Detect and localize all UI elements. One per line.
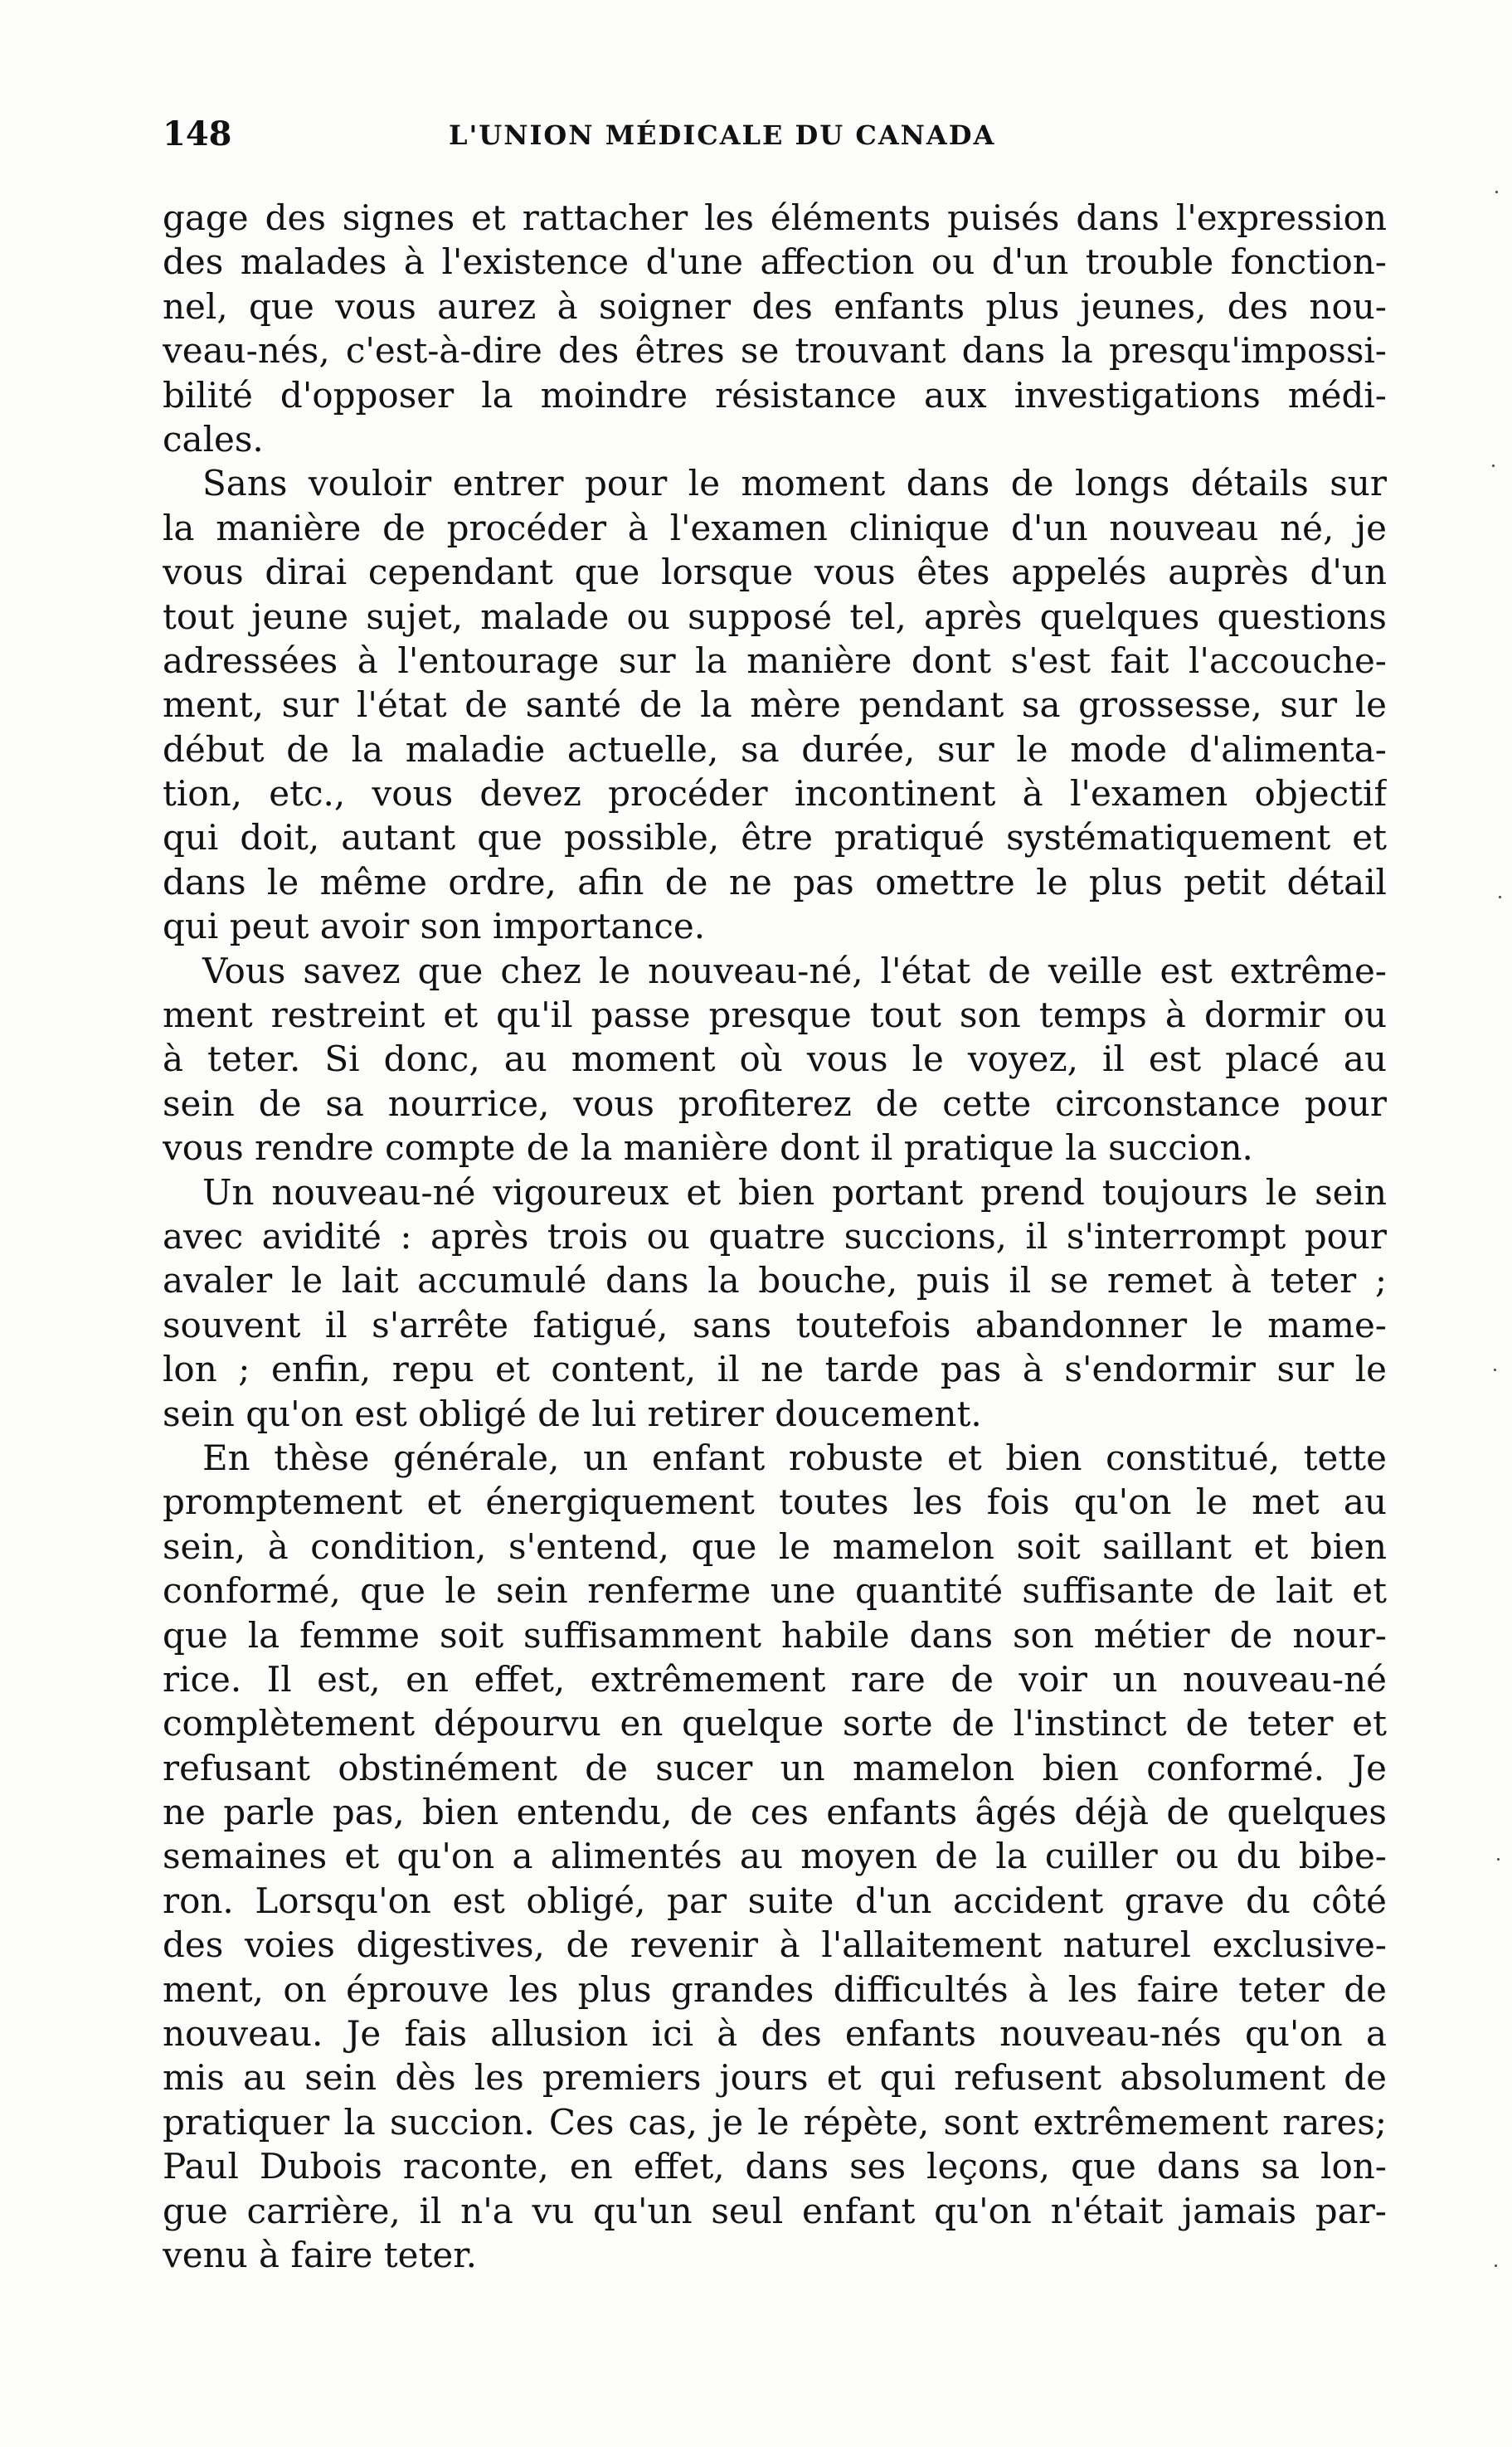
text-line: qui peut avoir son importance. [163, 906, 706, 947]
text-line: cales. [163, 418, 264, 460]
text-line: ron. Lorsqu'on est obligé, par suite d'un accident grave du côté [163, 1880, 1387, 1921]
text-line: veau-nés, c'est-à-dire des êtres se trouvant dans la presqu'impossi- [163, 330, 1387, 372]
text-line: vous dirai cependant que lorsque vous êtes appelés auprès d'un [163, 552, 1387, 593]
text-line: En thèse générale, un enfant robuste et bien constitué, tette [202, 1437, 1387, 1478]
text-line: conformé, que le sein renferme une quantité suffisante de lait et [163, 1570, 1387, 1612]
text-line: bilité d'opposer la moindre résistance aux investigations médi- [163, 374, 1387, 416]
text-line: ne parle pas, bien entendu, de ces enfants âgés déjà de quelques [163, 1792, 1387, 1833]
text-line: rice. Il est, en effet, extrêmement rare de voir un nouveau-né [163, 1658, 1387, 1700]
text-line: Sans vouloir entrer pour le moment dans de longs détails sur [202, 463, 1387, 504]
text-line: des malades à l'existence d'une affection ou d'un trouble fonction- [163, 241, 1387, 283]
text-line: début de la maladie actuelle, sa durée, sur le mode d'alimenta- [163, 728, 1387, 770]
text-line: tout jeune sujet, malade ou supposé tel, après quelques questions [163, 596, 1387, 637]
text-line: qui doit, autant que possible, être pratiqué systématiquement et [163, 817, 1387, 859]
text-line: sein, à condition, s'entend, que le mamelon soit saillant et bien [163, 1525, 1387, 1567]
page-number: 148 [163, 114, 232, 153]
text-line: souvent il s'arrête fatigué, sans toutefois abandonner le mame- [163, 1304, 1387, 1345]
text-line: des voies digestives, de revenir à l'allaitement naturel exclusive- [163, 1924, 1387, 1966]
text-line: sein qu'on est obligé de lui retirer doucement. [163, 1393, 982, 1434]
text-line: la manière de procéder à l'examen clinique d'un nouveau né, je [163, 507, 1387, 548]
scan-margin-specks [1487, 0, 1512, 2447]
text-line: refusant obstinément de sucer un mamelon bien conformé. Je [163, 1747, 1387, 1788]
text-line: mis au sein dès les premiers jours et qui refusent absolument de [163, 2057, 1387, 2099]
text-line: venu à faire teter. [163, 2234, 478, 2275]
text-line: ment restreint et qu'il passe presque tout son temps à dormir ou [163, 995, 1387, 1036]
text-line: avaler le lait accumulé dans la bouche, puis il se remet à teter ; [163, 1260, 1387, 1301]
text-line: tion, etc., vous devez procéder incontinent à l'examen objectif [163, 773, 1387, 815]
text-line: Paul Dubois raconte, en effet, dans ses leçons, que dans sa lon- [163, 2146, 1387, 2187]
text-line: gage des signes et rattacher les éléments puisés dans l'expression [163, 197, 1387, 238]
journal-title: L'UNION MÉDICALE DU CANADA [449, 119, 996, 151]
running-head [163, 114, 1387, 164]
text-line: avec avidité : après trois ou quatre succions, il s'interrompt pour [163, 1215, 1387, 1257]
text-line: vous rendre compte de la manière dont il pratique la succion. [163, 1127, 1253, 1169]
text-line: sein de sa nourrice, vous profiterez de cette circonstance pour [163, 1082, 1387, 1124]
text-line: que la femme soit suffisamment habile dans son métier de nour- [163, 1614, 1387, 1656]
text-line: nel, que vous aurez à soigner des enfants plus jeunes, des nou- [163, 285, 1387, 327]
text-line: ment, sur l'état de santé de la mère pendant sa grossesse, sur le [163, 684, 1387, 726]
text-line: nouveau. Je fais allusion ici à des enfants nouveau-nés qu'on a [163, 2013, 1387, 2055]
text-line: Vous savez que chez le nouveau-né, l'état de veille est extrême- [202, 950, 1387, 991]
text-line: à teter. Si donc, au moment où vous le voyez, il est placé au [163, 1039, 1387, 1080]
text-line: lon ; enfin, repu et content, il ne tarde pas à s'endormir sur le [163, 1349, 1387, 1390]
text-line: dans le même ordre, afin de ne pas omettre le plus petit détail [163, 861, 1387, 902]
text-line: semaines et qu'on a alimentés au moyen de la cuiller ou du bibe- [163, 1836, 1387, 1877]
body-text [163, 196, 1387, 2277]
text-line: pratiquer la succion. Ces cas, je le répète, sont extrêmement rares; [163, 2101, 1387, 2143]
text-line: gue carrière, il n'a vu qu'un seul enfant qu'on n'était jamais par- [163, 2190, 1387, 2231]
text-line: ment, on éprouve les plus grandes difficultés à les faire teter de [163, 1968, 1387, 2010]
text-line: complètement dépourvu en quelque sorte de l'instinct de teter et [163, 1703, 1387, 1744]
text-line: promptement et énergiquement toutes les fois qu'on le met au [163, 1481, 1387, 1523]
text-line: adressées à l'entourage sur la manière dont s'est fait l'accouche- [163, 640, 1387, 681]
text-line: Un nouveau-né vigoureux et bien portant prend toujours le sein [202, 1171, 1387, 1213]
